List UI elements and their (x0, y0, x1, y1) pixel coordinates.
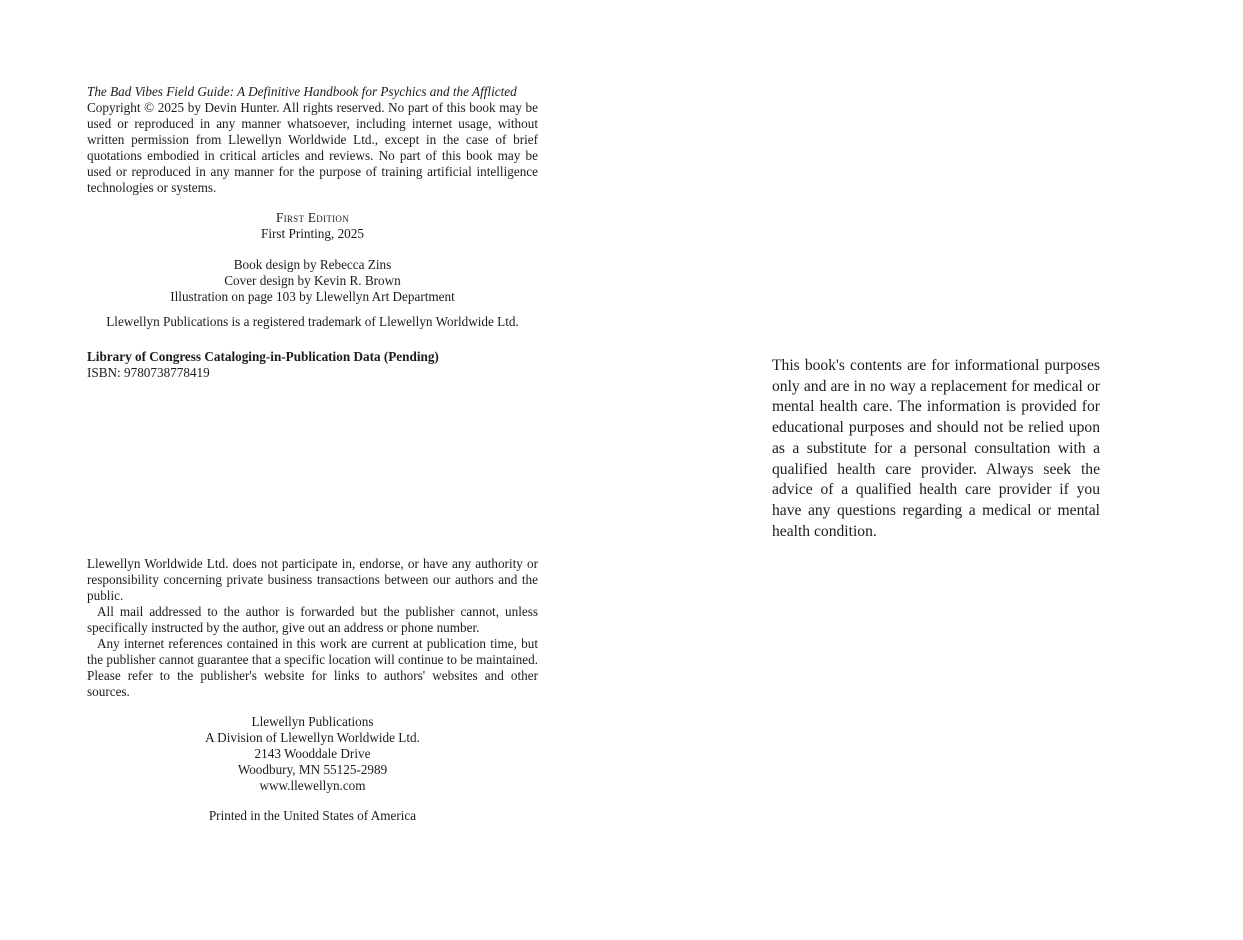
copyright-notice (87, 84, 538, 196)
publisher-website: www.llewellyn.com (259, 778, 366, 793)
publisher-city: Woodbury, MN 55125-2989 (237, 762, 388, 777)
isbn: ISBN: 9780738778419 (87, 365, 210, 380)
design-credits (87, 257, 538, 305)
health-disclaimer-page (621, 0, 1243, 940)
disclaimer-paragraph: Any internet references contained in this work are current at publication time, but the publisher cannot guarantee that a specific location will continue to be maintained. Please refer to the publisher's website for links to authors' websites and other sources. (87, 636, 538, 699)
health-disclaimer (772, 356, 1100, 542)
disclaimer-paragraph: All mail addressed to the author is forwarded but the publisher cannot, unless specifically instructed by the author, give out an address or phone number. (87, 604, 538, 635)
trademark-notice (87, 314, 538, 330)
publisher-division: A Division of Llewellyn Worldwide Ltd. (205, 730, 420, 745)
cip-heading: Library of Congress Cataloging-in-Publication Data (Pending) (87, 349, 439, 364)
health-disclaimer-text: This book's contents are for informational purposes only and are in no way a replacement for medical or mental health care. The information is provided for educational purposes and should not be relied upon as a substitute for a personal consultation with a qualified health care provider. Always seek the advice of a qualified health care provider if you have any questions regarding a medical or mental health condition. (772, 357, 1100, 540)
copyright-statement: Copyright © 2025 by Devin Hunter. All rights reserved. No part of this book may be used or reproduced in any manner whatsoever, including internet usage, without written permission from Llewellyn Worldwide Ltd., except in the case of brief quotations embodied in critical articles and reviews. No part of this book may be used or reproduced in any manner for the purpose of training artificial intelligence technologies or systems. (87, 100, 538, 195)
cip-data (87, 349, 538, 381)
book-title: The Bad Vibes Field Guide: A Definitive Handbook for Psychics and the Afflicted (87, 84, 517, 99)
publisher-disclaimers (87, 556, 538, 700)
edition-info (87, 210, 538, 242)
edition-label: First Edition (275, 210, 350, 225)
publisher-name: Llewellyn Publications (251, 714, 374, 729)
trademark-text: Llewellyn Publications is a registered trademark of Llewellyn Worldwide Ltd. (106, 314, 519, 329)
book-design-credit: Book design by Rebecca Zins (233, 257, 392, 272)
printing-line: First Printing, 2025 (261, 226, 364, 241)
cover-design-credit: Cover design by Kevin R. Brown (224, 273, 401, 288)
publisher-street: 2143 Wooddale Drive (254, 746, 371, 761)
disclaimer-paragraph: Llewellyn Worldwide Ltd. does not participate in, endorse, or have any authority or responsibility concerning private business transactions between our authors and the public. (87, 556, 538, 603)
illustration-credit: Illustration on page 103 by Llewellyn Art Department (170, 289, 455, 304)
publisher-address (87, 714, 538, 794)
printed-in-text: Printed in the United States of America (208, 808, 417, 823)
printed-in (87, 808, 538, 824)
copyright-page (0, 0, 621, 940)
